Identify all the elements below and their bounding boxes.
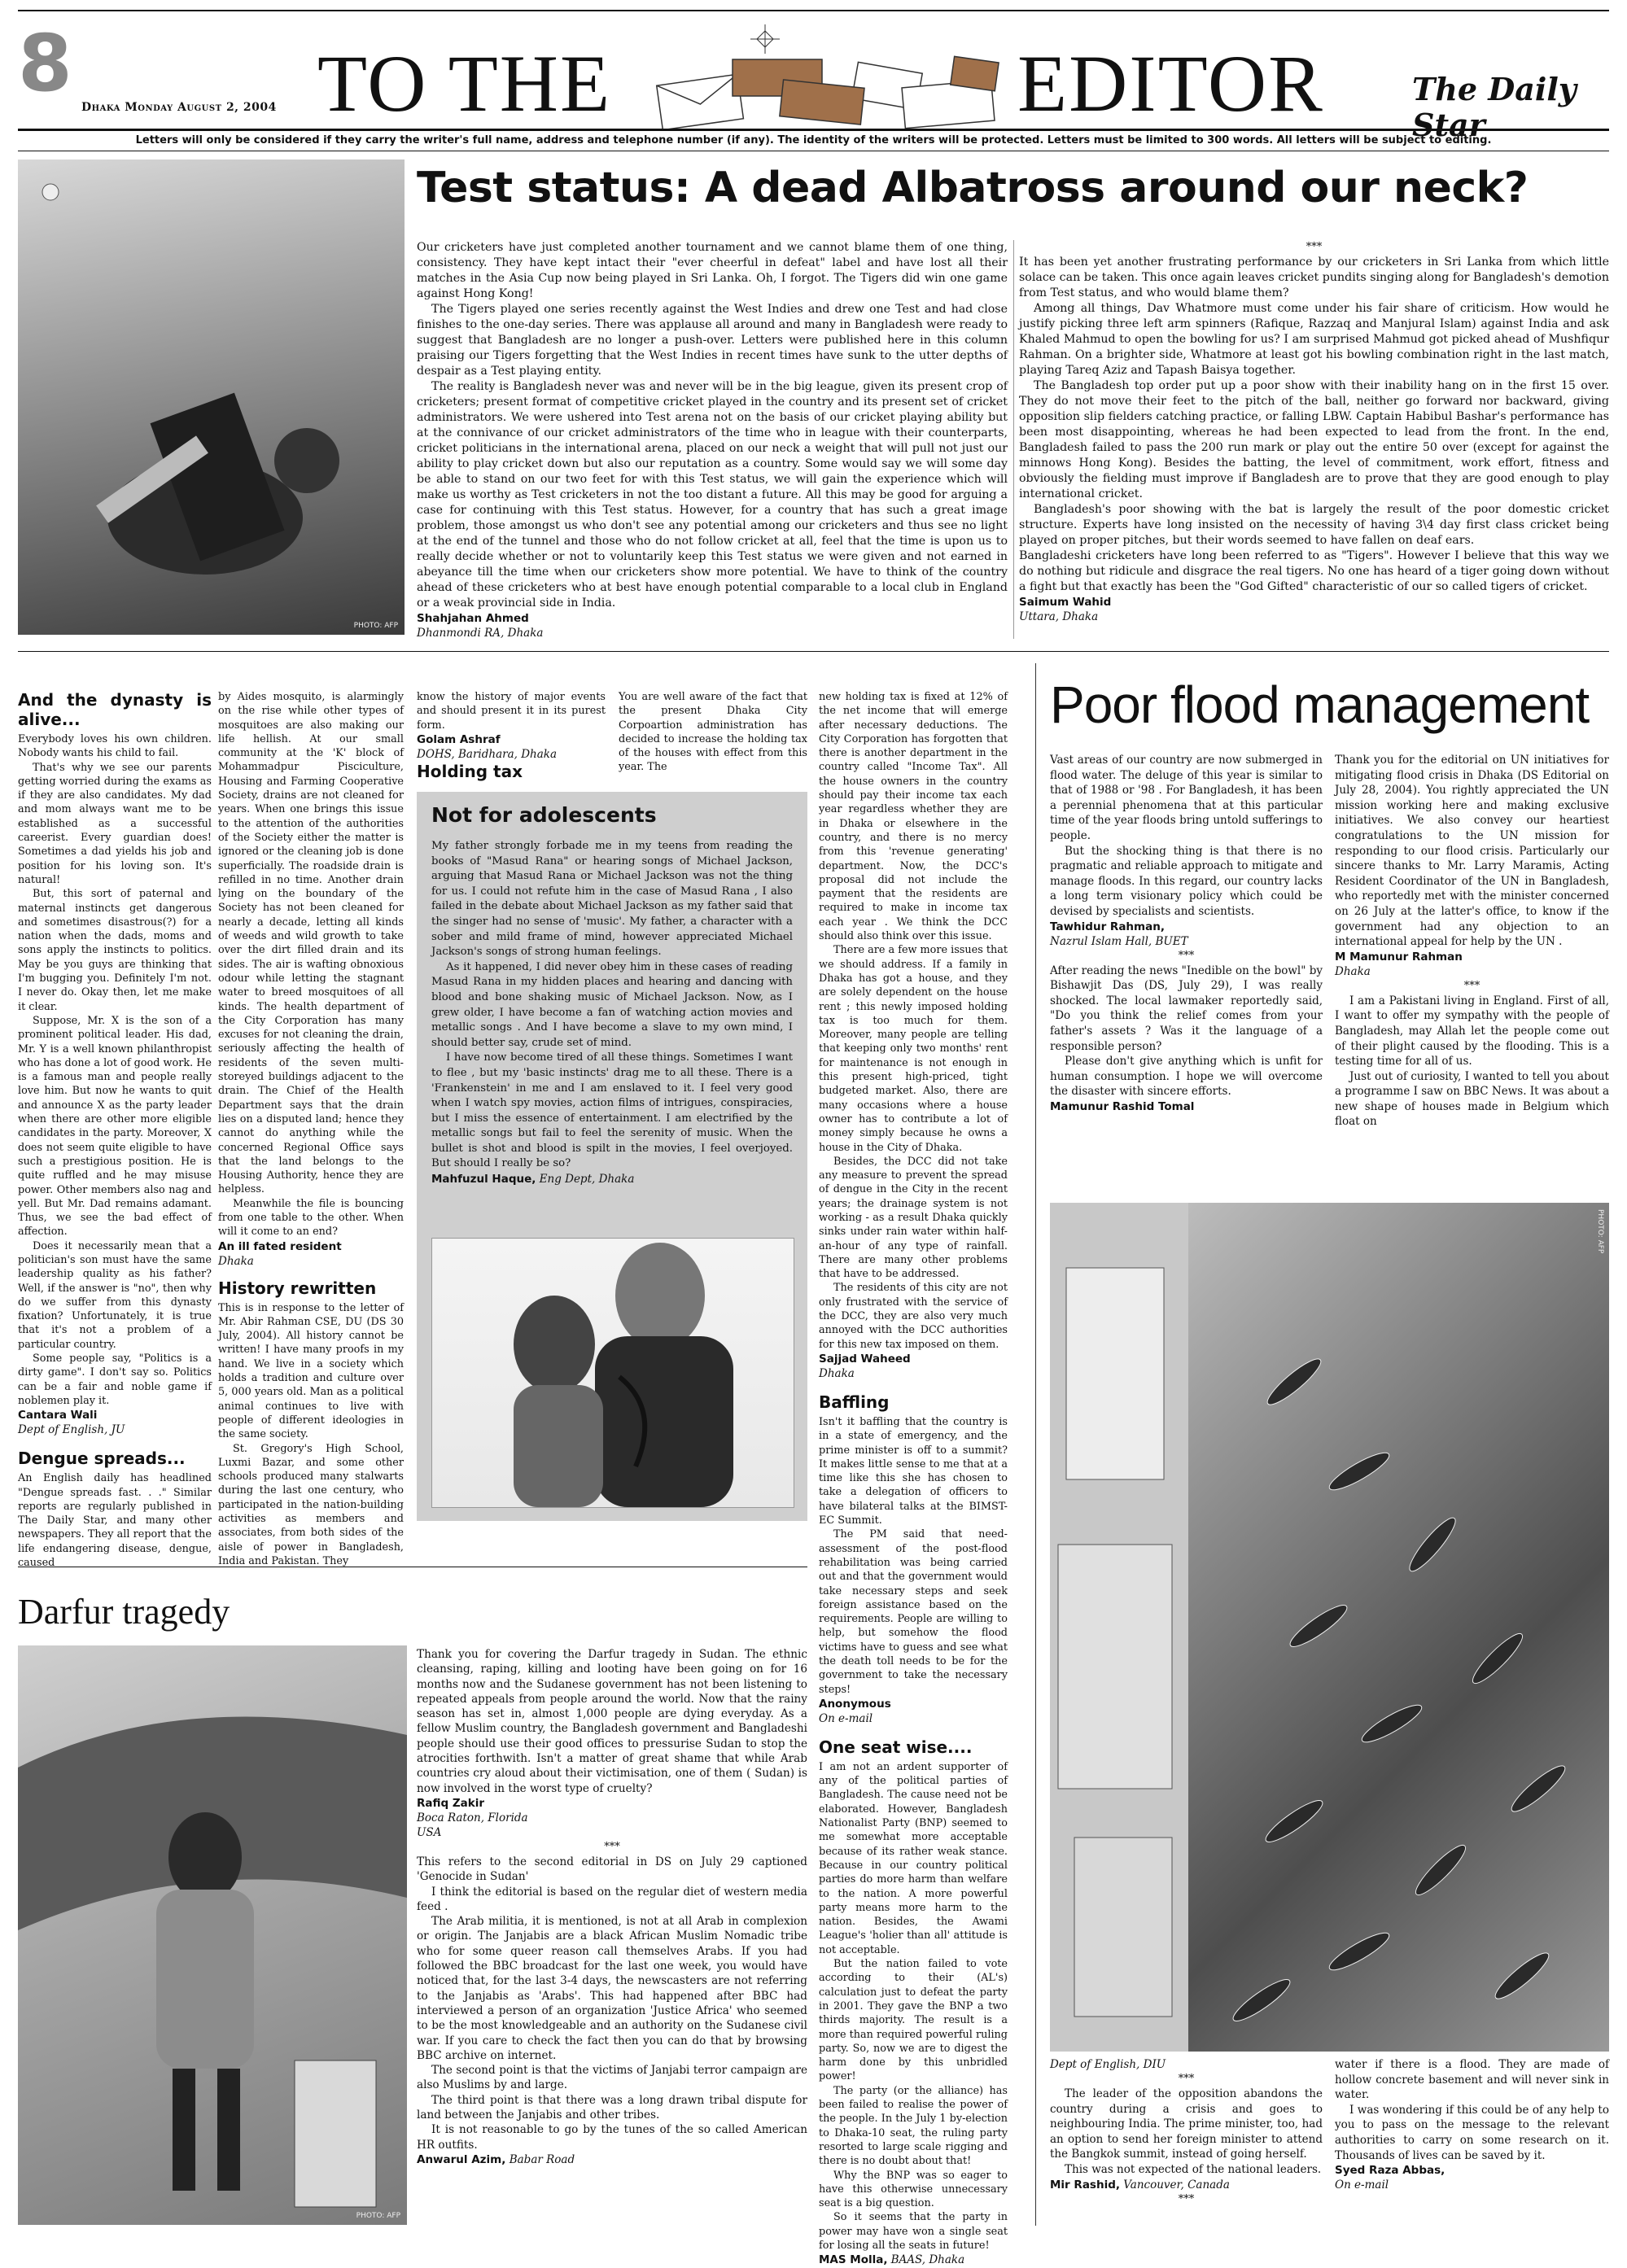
- paragraph: I am not an ardent supporter of any of the political parties of Bangladesh. The cause need not be elaborated. However, Bangladesh Nationalist Party (BNP) seemed to me somewhat more acceptable because of its rather weak stance. Because in our country political parties do more harm than welfare to the nation. A more powerful party means more harm to the nation. Besides, the Awami League's 'holier than all' attitude is not acceptable.: [819, 1760, 1008, 1956]
- separator-stars: ***: [604, 1840, 620, 1853]
- letter-heading: One seat wise....: [819, 1737, 973, 1757]
- signature: Anwarul Azim,: [417, 2152, 506, 2166]
- lead-headline: Test status: A dead Albatross around our neck?: [417, 164, 1529, 212]
- letter-heading: And the dynasty is alive...: [18, 690, 212, 729]
- paragraph: Meanwhile the file is bouncing from one table to the other. When will it come to an end?: [218, 1197, 404, 1239]
- signature: M Mamunur Rahman: [1335, 950, 1463, 964]
- paragraph: The Bangladesh top order put up a poor show with their inability hang on in the first 15 over. They do not move their feet to the pitch of the ball, neither go forward nor backward, giving opposition slip fielders catching practice, or falling LBW. Captain Habibul Bashar's performance has been most disappointing, whereas he had been expected to lead from the front. In the end, Bangladesh failed to pass the 200 run mark or play out the entire 50 over (except for against the minnows Hong Kong). Besides the batting, the level of commitment, work effort, fitness and obviously the fielding must improve if Bangladesh are to prove that they are good enough to play international cricket.: [1019, 379, 1609, 500]
- paragraph: know the history of major events and should present it in its purest form.: [417, 691, 606, 732]
- paragraph: I have now become tired of all these things. Sometimes I want to flee , but my 'basic instincts' drag me to all these. There is a 'Frankenstein' in me and I am enslaved to it. I feel very good when I watch spy movies, action films of intrigues, conspiracies, but I miss the essence of entertainment. I am electrified by the metallic songs but fail to feel the serenity of music. When the bullet is shot and blood is spilt in the movies, I feel overjoyed. But should I really be so?: [431, 1051, 793, 1170]
- paragraph: So it seems that the party in power may have won a single seat for losing all the seats in future!: [819, 2211, 1008, 2252]
- photo-credit: PHOTO: AFP: [353, 622, 398, 630]
- lead-letter-right: [1019, 240, 1609, 624]
- signature: MAS Molla,: [819, 2253, 888, 2267]
- paragraph: But, this sort of paternal and maternal instincts get dangerous and sometimes disastrous(?) for a nation when the dads, moms and sons apply the instincts to politics. May be you guys are thinking that I'm bugging you. Definitely I'm not. I never do. Okay then, let me make it clear.: [18, 888, 212, 1013]
- paragraph: The Arab militia, it is mentioned, is not at all Arab in complexion or origin. The Janjabis are a black African Muslim Nomadic tribe who for some queer reason call themselves Arabs. If you had followed the BBC broadcast for the last one week, you would have noticed that, for the last 3-4 days, the newscasters are not referring to the Janjabis as 'Arabs'. This had happened after BBC had interviewed a person of an organization 'Justice Africa' who seemed to be the most knowledgeable and an authority on the Sudanese civil war. If you care to check the fact then you can do that by browsing BBC archive on internet.: [417, 1915, 807, 2062]
- paragraph: The Tigers played one series recently against the West Indies and drew one Test and had close finishes to the one-day series. There was applause all around and many in Bangladesh were ready to suggest that Bangladesh are no longer a push-over. Letters were published here in this column praising our Tigers forgetting that the West Indies in recent times have sunk to the utter depths of despair as a Test playing entity.: [417, 303, 1008, 378]
- paragraph: But the nation failed to vote according to their (AL's) calculation just to defeat the party in 2001. They gave the BNP a two thirds majority. The result is a more than required powerful ruling party. So, now we are to digest the harm done by this unbridled power!: [819, 1958, 1008, 2083]
- box-title: Not for adolescents: [431, 803, 657, 827]
- section-rule: [18, 651, 1609, 652]
- paragraph: I think the editorial is based on the regular diet of western media feed .: [417, 1885, 807, 1913]
- flood-bottom-left: [1050, 2057, 1323, 2207]
- photo-credit: PHOTO: AFP: [1596, 1209, 1604, 1254]
- paragraph: An English daily has headlined "Dengue spreads fast. . ." Similar reports are regularly published in The Daily Star, and many other newspapers. They all report that the life endangering disease, dengue, caused: [18, 1472, 212, 1570]
- envelopes-illustration: [643, 23, 1009, 129]
- signature: Syed Raza Abbas,: [1335, 2164, 1445, 2178]
- paragraph: As it happened, I did never obey him in these cases of reading Masud Rana in my hidden places and hearing and dancing with blood and bone shaking music of Michael Jackson. Now, as I grew older, I have become a fan of watching action movies and metallic songs . And I have become a slave to my own mind, I should better say, crude set of mind.: [431, 960, 793, 1049]
- paragraph: Some people say, "Politics is a dirty game". I don't say so. Politics can be a fair and noble game if noblemen play it.: [18, 1352, 212, 1407]
- paper-name: The Daily Star: [1412, 71, 1577, 143]
- signature-place: Dhaka: [218, 1254, 254, 1268]
- paragraph: You are well aware of the fact that the present Dhaka City Corpoartion administration has decided to increase the holding tax of the houses with effect from this year. The: [619, 691, 807, 774]
- title-right: EDITOR: [1017, 38, 1324, 129]
- column-rule: [1035, 663, 1036, 2226]
- paragraph: The second point is that the victims of Janjabi terror campaign are also Muslims by and large.: [417, 2064, 807, 2092]
- paragraph: Does it necessarily mean that a politician's son must have the same leadership quality as his father? Well, if the answer is "no", then why do we suffer from this dynasty fixation? Unfortunately, it is true that it's not a problem of a particular country.: [18, 1239, 212, 1351]
- paragraph: There are a few more issues that we should address. If a family in Dhaka has got a house, and they are solely dependent on the house rent ; this newly imposed holding tax is too much for them. Moreover, many people are telling that keeping only two months' rent for maintenance is not enough in this present high-priced, tight budgeted market. Also, there are many occasions where a house owner has to contribute a lot of money simply because he owns a house in the City of Dhaka.: [819, 944, 1008, 1154]
- signature: Saimum Wahid: [1019, 596, 1112, 609]
- letter-heading: Holding tax: [417, 761, 523, 781]
- flood-column-right: [1335, 753, 1609, 1130]
- signature-place: Eng Dept, Dhaka: [539, 1173, 635, 1186]
- paragraph: After reading the news "Inedible on the bowl" by Bishawjit Das (DS, July 29), I was really shocked. The local lawmaker reportedly said, "Do you think the relief comes from your father's assets ? Was it the language of a responsible person?: [1050, 964, 1323, 1053]
- paragraph: Bangladeshi cricketers have long been referred to as "Tigers". However I believe that this way we do nothing but ridicule and disgrace the real tigers. No one has heard of a tiger going down without a fight but that exactly has been the "God Gifted" characteristic of our so called tigers of cricket.: [1019, 549, 1609, 593]
- paragraph: My father strongly forbade me in my teens from reading the books of "Masud Rana" or hearing songs of Michael Jackson, arguing that Masud Rana or Michael Jackson was not the thing for us. I could not refute him in the case of Masud Rana , I also failed in the debate about Michael Jackson as my father said that the singer had no sense of 'music'. My father, a character with a sober and mild frame of mind, however appreciated Michael Jackson's songs of strong human feelings.: [431, 840, 793, 959]
- darfur-child-photo: [18, 1645, 407, 2225]
- separator-stars: ***: [1306, 241, 1323, 253]
- signature: Cantara Wali: [18, 1409, 98, 1422]
- paragraph: Why the BNP was so eager to have this otherwise unnecessary seat is a big question.: [819, 2169, 1008, 2210]
- paragraph: It has been yet another frustrating performance by our cricketers in Sri Lanka from which little solace can be taken. This once again leaves cricket pundits singing along for Bangladesh's demotion from Test status, and who would blame them?: [1019, 256, 1609, 299]
- cricketer-photo: [18, 160, 405, 635]
- paragraph: Besides, the DCC did not take any measure to prevent the spread of dengue in the City in the recent years; the drainage system is not working - as a result Dhaka quickly sinks under rain water within half-an-hour of any type of rainfall. There are many other problems that have to be addressed.: [819, 1155, 1008, 1281]
- photo-credit: PHOTO: AFP: [356, 2212, 400, 2220]
- paragraph: Thank you for the editorial on UN initiatives for mitigating flood crisis in Dhaka (DS Editorial on July 28, 2004). You rightly appreciated the UN mission working here and making exclusive initiatives. We also convey our heartiest congratulations to the UN mission for responding to our flood crisis. Particularly our sincere thanks to Mr. Larry Maramis, Acting Resident Coordinator of the UN in Bangladesh, who reportedly met with the minister concerned on 26 July at the latter's office, to know if the government had any objection to an international appeal for help by the UN .: [1335, 754, 1609, 949]
- column-rule: [1013, 240, 1014, 639]
- darfur-letters: [417, 1647, 807, 2167]
- signature: Sajjad Waheed: [819, 1352, 911, 1366]
- signature: Rafiq Zakir: [417, 1796, 485, 1810]
- lead-letter-left: [417, 240, 1008, 640]
- letter-heading: Dengue spreads...: [18, 1449, 186, 1469]
- separator-stars: ***: [1463, 979, 1480, 992]
- top-rule: [18, 10, 1609, 11]
- signature: An ill fated resident: [218, 1239, 342, 1253]
- paragraph: This is in response to the letter of Mr. Abir Rahman CSE, DU (DS 30 July, 2004). All history cannot be written! I have many proofs in my hand. We live in a society which holds a tradition and culture over 5, 000 years old. Man as a political animal continues to live with people of different ideologies in the same society.: [218, 1301, 404, 1441]
- paragraph: I was wondering if this could be of any help to you to pass on the message to the relevant authorities to carry on some research on it. Thousands of lives can be saved by it.: [1335, 2103, 1609, 2162]
- flood-column-left: [1050, 753, 1323, 1114]
- paragraph: St. Gregory's High School, Luxmi Bazar, and some other schools produced many stalwarts during the last one century, who participated in the nation-building activities as members and associates, from both sides of the aisle of power in Bangladesh, India and Pakistan. They: [218, 1442, 404, 1567]
- signature-place: BAAS, Dhaka: [890, 2253, 965, 2267]
- separator-stars: ***: [1178, 2193, 1195, 2206]
- paragraph: Among all things, Dav Whatmore must come under his fair share of criticism. How would he justify picking three left arm spinners (Rafique, Razzaq and Manjural Islam) against India and ask Khaled Mahmud to open the bowling for us? I am surprised Mahmud got picked ahead of Mushfiqur Rahman. On a brighter side, Whatmore at least got his bowling combination right in the last match, playing Tareq Aziz and Tapash Baisya together.: [1019, 302, 1609, 377]
- column-1: [18, 690, 212, 1570]
- paragraph: Isn't it baffling that the country is in a state of emergency, and the prime minister is off to a summit? It makes little sense to me that at a time like this she has chosen to take a delegation of officers to have bilateral talks at the BIMST-EC Summit.: [819, 1415, 1008, 1527]
- paragraph: The residents of this city are not only frustrated with the service of the DCC, they are also very much annoyed with the DCC authorities for this new tax imposed on them.: [819, 1282, 1008, 1351]
- letter-heading: History rewritten: [218, 1278, 377, 1298]
- paragraph: I am a Pakistani living in England. First of all, I want to offer my sympathy with the people of Bangladesh, may Allah let the people come out of their plight caused by the flooding. This is a testing time for all of us.: [1335, 994, 1609, 1068]
- paragraph: The reality is Bangladesh never was and never will be in the big league, given its present crop of cricketers; present format of competitive cricket played in the country and its present set of cricket administrators. We were ushered into Test arena not on the basis of our cricket playing ability but at the connivance of our cricket administrators of the time who in league with their counterparts, cricket politicians in the international arena, placed on our neck a weight that will pull not just our ability to play cricket down but also our reputation as a country. Some would say we will some day be able to stand on our two feet for with this Test status, we will gain the experience which will make us worthy as Test cricketers in not the too distant a future. All this may be good for arguing a case for continuing with this Test status. However, for a country that has such a great image problem, those amongst us who don't see any potential among our cricketers and thus see no light at the end of the tunnel and those who do not follow cricket at all, feel that the time is upon us to really decide whether or not to voluntarily keep this Test status we were given and not earned in abeyance till the time when our cricketers show more potential. We have to think of the country ahead of these cricketers who at best have enough potential comparable to a local club in England or a weak provincial side in India.: [417, 380, 1008, 610]
- signature-place: Dhaka: [1335, 964, 1371, 978]
- signature-place: Dhanmondi RA, Dhaka: [417, 627, 544, 640]
- paragraph: Our cricketers have just completed another tournament and we cannot blame them of one thing, consistency. They have kept intact their "ever cheerful in defeat" label and have lost all their matches in the Asia Cup now being played in Sri Lanka. Oh, I forgot. The Tigers did win one game against Hong Kong!: [417, 241, 1008, 300]
- paragraph: This was not expected of the national leaders.: [1065, 2162, 1322, 2176]
- paragraph: new holding tax is fixed at 12% of the net income that will emerge after necessary deductions. The City Corporation has forgotten that there is another department in the country called "Income Tax". All the house owners in the country should pay their income tax each year regardless whether they are in Dhaka or elsewhere in the country, and there is no mercy from this 'revenue generating' department. Now, the DCC's proposal did not include the payment that the residents are required to make in income tax each year . We think the DCC should also think over this issue.: [819, 691, 1008, 943]
- movie-still-photo: [431, 1238, 794, 1508]
- column-2: [218, 690, 404, 1568]
- signature: Mir Rashid,: [1050, 2178, 1120, 2192]
- editorial-notice: Letters will only be considered if they carry the writer's full name, address and telephone number (if any). The identity of the writers will be protected. Letters must be limited to 300 words. All letters will be subject to editing.: [135, 134, 1492, 146]
- signature: Tawhidur Rahman,: [1050, 920, 1165, 933]
- signature-place: On e-mail: [819, 1711, 873, 1725]
- signature-place: Nazrul Islam Hall, BUET: [1050, 934, 1188, 948]
- paragraph: Please don't give anything which is unfit for human consumption. I hope we will overcome the disaster with sincere efforts.: [1050, 1055, 1323, 1099]
- paragraph: The leader of the opposition abandons the country during a crisis and goes to neighbouring India. The prime minister, too, had an option to send her foreign minister to attend the Bangkok summit, instead of going herself.: [1050, 2087, 1323, 2161]
- column-5: [819, 690, 1008, 2268]
- darfur-headline: Darfur tragedy: [18, 1592, 230, 1632]
- paragraph: But the shocking thing is that there is no pragmatic and reliable approach to mitigate and manage floods. In this regard, our country lacks a long term visionary policy which could be devised by specialists and scientists.: [1050, 844, 1323, 918]
- paragraph: Vast areas of our country are now submerged in flood water. The deluge of this year is similar to that of 1988 or '98 . For Bangladesh, it has been a perennial phenomena that at this particular time of the year floods bring untold sufferings to people.: [1050, 754, 1323, 842]
- signature-place: Vancouver, Canada: [1123, 2178, 1230, 2192]
- paragraph: This refers to the second editorial in DS on July 29 captioned 'Genocide in Sudan': [417, 1855, 807, 1884]
- signature-place: DOHS, Baridhara, Dhaka: [417, 747, 558, 761]
- title-left: TO THE: [317, 38, 612, 129]
- paragraph: That's why we see our parents getting worried during the exams as if they are also candidates. My dad and mom always want me to be established as a successful careerist. Every guardian does! Sometimes a dad yields his job and position for his loving son. It's natural!: [18, 761, 212, 886]
- paragraph: Thank you for covering the Darfur tragedy in Sudan. The ethnic cleansing, raping, killing and looting have been going on for 16 months now and the Sudanese government has not been listening to repeated appeals from people around the world. Now that the rainy season has set in, almost 1,000 people are dying everyday. As a fellow Muslim country, the Bangladesh government and Bangladeshi people should use their good offices to pressurise Sudan to stop the atrocities forthwith. Isn't a matter of great shame that while Arab countries cry aloud about their victimisation, one of them ( Sudan) is now involved in the worst type of cruelty?: [417, 1648, 807, 1795]
- masthead-rule: [18, 129, 1609, 131]
- signature-place: Dept of English, DIU: [1050, 2058, 1166, 2071]
- signature-place: Boca Raton, Florida: [417, 1811, 528, 1824]
- column-4: [619, 690, 807, 775]
- signature-place: Babar Road: [509, 2152, 575, 2166]
- paragraph: by Aides mosquito, is alarmingly on the rise while other types of mosquitoes are also making our life hellish. At our small community at the 'K' block of Mohammadpur Pisciculture, Housing and Farming Cooperative Society, drains are not cleaned for years. When one brings this issue to the attention of the authorities of the Society either the matter is ignored or the cleaning job is done superficially. The roadside drain is refilled in no time. Another drain lying on the boundary of the Society has not been cleaned for nearly a decade, letting all kinds of weeds and wild growth to take over the dirt filled drain and its sides. The air is wafting obnoxious odour while letting the stagnant water to breed mosquitoes of all kinds. The health department of the City Corporation has many excuses for not cleaning the drain, seriously affecting the health of residents of the seven multi-storeyed buildings adjacent to the drain. The Chief of the Health Department says that the drain lies on a disputed land; hence they cannot do anything while the concerned Regional Office says that the land belongs to the Housing Authority, hence they are helpless.: [218, 691, 404, 1196]
- flood-headline: Poor flood management: [1050, 675, 1590, 734]
- page-number: 8: [18, 18, 72, 109]
- paragraph: Just out of curiosity, I wanted to tell you about a programme I saw on BBC News. It was about a new shape of houses made in Belgium which float on: [1335, 1069, 1609, 1129]
- separator-stars: ***: [1178, 2073, 1195, 2085]
- signature-place: Dhaka: [819, 1366, 855, 1380]
- signature-place: Dept of English, JU: [18, 1423, 125, 1437]
- box-body: [431, 839, 793, 1188]
- boxed-letter: [417, 792, 807, 1521]
- letter-heading: Baffling: [819, 1392, 890, 1412]
- paragraph: The party (or the alliance) has been failed to realise the power of the people. In the July 1 by-election to Dhaka-10 seat, the ruling party resorted to large scale rigging and there is no doubt about that!: [819, 2084, 1008, 2168]
- paragraph: Everybody loves his own children. Nobody wants his child to fail.: [18, 733, 212, 760]
- flood-bottom-right: [1335, 2057, 1609, 2192]
- column-3: [417, 690, 606, 784]
- signature: Anonymous: [819, 1697, 891, 1711]
- signature-place: Uttara, Dhaka: [1019, 610, 1099, 623]
- signature: Mamunur Rashid Tomal: [1050, 1099, 1195, 1113]
- signature-place: USA: [417, 1825, 442, 1839]
- signature: Mahfuzul Haque,: [431, 1173, 536, 1186]
- signature: Shahjahan Ahmed: [417, 612, 529, 625]
- paragraph: water if there is a flood. They are made of hollow concrete basement and will never sink in water.: [1335, 2058, 1609, 2102]
- separator-stars: ***: [1178, 949, 1195, 962]
- paragraph: Bangladesh's poor showing with the bat is largely the result of the poor domestic cricket structure. Experts have long insisted on the necessity of having 3\4 day first class cricket being played on proper pitches, but their words seemed to have fallen on deaf ears.: [1019, 503, 1609, 547]
- dateline: Dhaka Monday August 2, 2004: [81, 101, 277, 114]
- paragraph: The third point is that there was a long drawn tribal dispute for land between the Janjabis and other tribes.: [417, 2093, 807, 2122]
- signature: Golam Ashraf: [417, 732, 501, 746]
- paragraph: The PM said that need-assessment of the post-flood rehabilitation was being carried out and that the government would take necessary steps and seek foreign assistance based on the requirements. People are willing to help, but somehow the flood victims have to guess and see what the death toll needs to be for the government to take the necessary steps!: [819, 1528, 1008, 1696]
- paragraph: Suppose, Mr. X is the son of a prominent political leader. His dad, Mr. Y is a well known philanthropist who has done a lot of good work. He is a famous man and people really love him. But now he wants to quit and announce X as the party leader when there are other more eligible candidates in the party. Moreover, X does not seem quite eligible to have such a prestigious position. He is quite ruffled and he may misuse power. Other members also nag and yell. But Mr. Dad remains adamant. Thus, we see the bad effect of affection.: [18, 1014, 212, 1239]
- signature-place: On e-mail: [1335, 2178, 1389, 2192]
- flood-aerial-photo: [1050, 1203, 1609, 2052]
- paragraph: It is not reasonable to go by the tunes of the so called American HR outfits.: [417, 2123, 807, 2152]
